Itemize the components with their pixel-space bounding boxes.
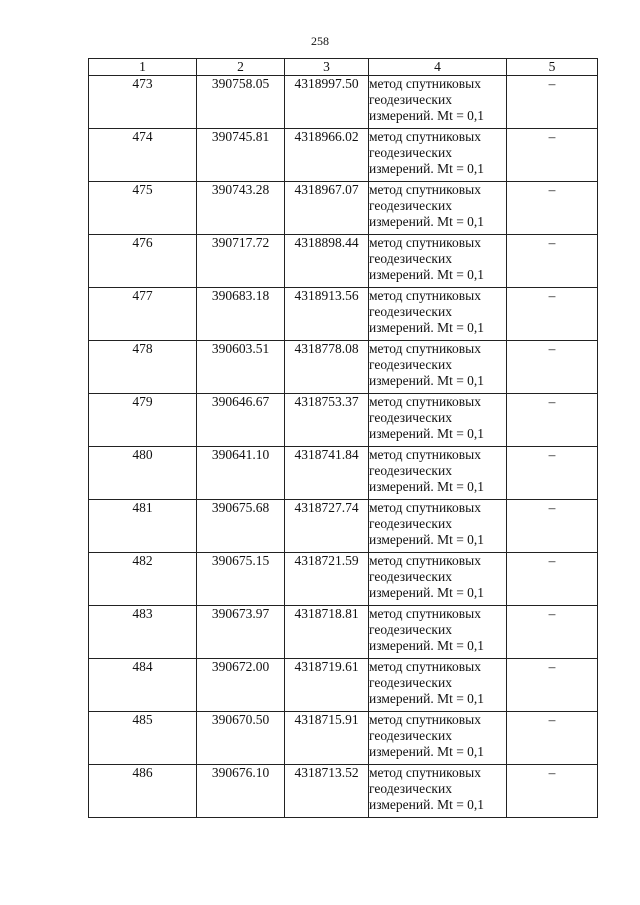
note: – [507, 606, 598, 659]
table-row [89, 765, 598, 818]
table-row [89, 394, 598, 447]
table-row [89, 606, 598, 659]
method-text: метод спутниковых геодезических измерений. Mt = 0,1 [369, 341, 485, 388]
point-number: 478 [89, 341, 197, 394]
method-text: метод спутниковых геодезических измерений. Mt = 0,1 [369, 235, 485, 282]
point-number: 484 [89, 659, 197, 712]
coord-x: 390603.51 [197, 341, 285, 394]
method-text: метод спутниковых геодезических измерений. Mt = 0,1 [369, 394, 485, 441]
page-number: 258 [311, 34, 329, 48]
note: – [507, 447, 598, 500]
method-text: метод спутниковых геодезических измерений. Mt = 0,1 [369, 500, 485, 547]
coord-x: 390683.18 [197, 288, 285, 341]
header-row [89, 59, 598, 76]
coord-y: 4318721.59 [285, 553, 369, 606]
table-row [89, 447, 598, 500]
coord-y: 4318967.07 [285, 182, 369, 235]
point-number: 486 [89, 765, 197, 818]
coord-x: 390670.50 [197, 712, 285, 765]
point-number: 473 [89, 76, 197, 129]
coord-y: 4318753.37 [285, 394, 369, 447]
point-number: 482 [89, 553, 197, 606]
note: – [507, 553, 598, 606]
method-text: метод спутниковых геодезических измерений. Mt = 0,1 [369, 182, 485, 229]
coord-y: 4318913.56 [285, 288, 369, 341]
header-col-3: 3 [285, 59, 369, 76]
coord-y: 4318778.08 [285, 341, 369, 394]
coord-y: 4318718.81 [285, 606, 369, 659]
coord-x: 390672.00 [197, 659, 285, 712]
coord-x: 390743.28 [197, 182, 285, 235]
header-col-4: 4 [369, 59, 507, 76]
point-number: 476 [89, 235, 197, 288]
table-header [89, 59, 598, 76]
method-text: метод спутниковых геодезических измерений. Mt = 0,1 [369, 76, 485, 123]
point-number: 483 [89, 606, 197, 659]
method-text: метод спутниковых геодезических измерений. Mt = 0,1 [369, 553, 485, 600]
point-number: 477 [89, 288, 197, 341]
note: – [507, 341, 598, 394]
coord-y: 4318741.84 [285, 447, 369, 500]
point-number: 475 [89, 182, 197, 235]
point-number: 479 [89, 394, 197, 447]
table-row [89, 712, 598, 765]
coord-x: 390717.72 [197, 235, 285, 288]
method-text: метод спутниковых геодезических измерений. Mt = 0,1 [369, 712, 485, 759]
table-row [89, 235, 598, 288]
note: – [507, 712, 598, 765]
coord-x: 390675.68 [197, 500, 285, 553]
coord-y: 4318898.44 [285, 235, 369, 288]
method-text: метод спутниковых геодезических измерений. Mt = 0,1 [369, 288, 485, 335]
table-row [89, 182, 598, 235]
note: – [507, 500, 598, 553]
note: – [507, 235, 598, 288]
table-row [89, 76, 598, 129]
coordinates-table [88, 58, 598, 818]
coord-x: 390675.15 [197, 553, 285, 606]
point-number: 485 [89, 712, 197, 765]
coord-y: 4318966.02 [285, 129, 369, 182]
note: – [507, 182, 598, 235]
note: – [507, 765, 598, 818]
table-body [89, 76, 598, 818]
method-text: метод спутниковых геодезических измерений. Mt = 0,1 [369, 659, 485, 706]
method-text: метод спутниковых геодезических измерений. Mt = 0,1 [369, 129, 485, 176]
coord-y: 4318719.61 [285, 659, 369, 712]
table-row [89, 341, 598, 394]
note: – [507, 129, 598, 182]
coord-x: 390745.81 [197, 129, 285, 182]
table-row [89, 500, 598, 553]
coord-y: 4318715.91 [285, 712, 369, 765]
coord-y: 4318997.50 [285, 76, 369, 129]
coord-x: 390676.10 [197, 765, 285, 818]
method-text: метод спутниковых геодезических измерений. Mt = 0,1 [369, 765, 485, 812]
method-text: метод спутниковых геодезических измерений. Mt = 0,1 [369, 447, 485, 494]
note: – [507, 76, 598, 129]
coord-x: 390641.10 [197, 447, 285, 500]
note: – [507, 394, 598, 447]
header-col-5: 5 [507, 59, 598, 76]
table-row [89, 288, 598, 341]
table-row [89, 129, 598, 182]
point-number: 474 [89, 129, 197, 182]
note: – [507, 659, 598, 712]
header-col-1: 1 [89, 59, 197, 76]
coord-x: 390646.67 [197, 394, 285, 447]
table-row [89, 553, 598, 606]
table-row [89, 659, 598, 712]
method-text: метод спутниковых геодезических измерений. Mt = 0,1 [369, 606, 485, 653]
coord-x: 390758.05 [197, 76, 285, 129]
coord-y: 4318727.74 [285, 500, 369, 553]
coord-x: 390673.97 [197, 606, 285, 659]
header-col-2: 2 [197, 59, 285, 76]
point-number: 481 [89, 500, 197, 553]
point-number: 480 [89, 447, 197, 500]
coord-y: 4318713.52 [285, 765, 369, 818]
note: – [507, 288, 598, 341]
